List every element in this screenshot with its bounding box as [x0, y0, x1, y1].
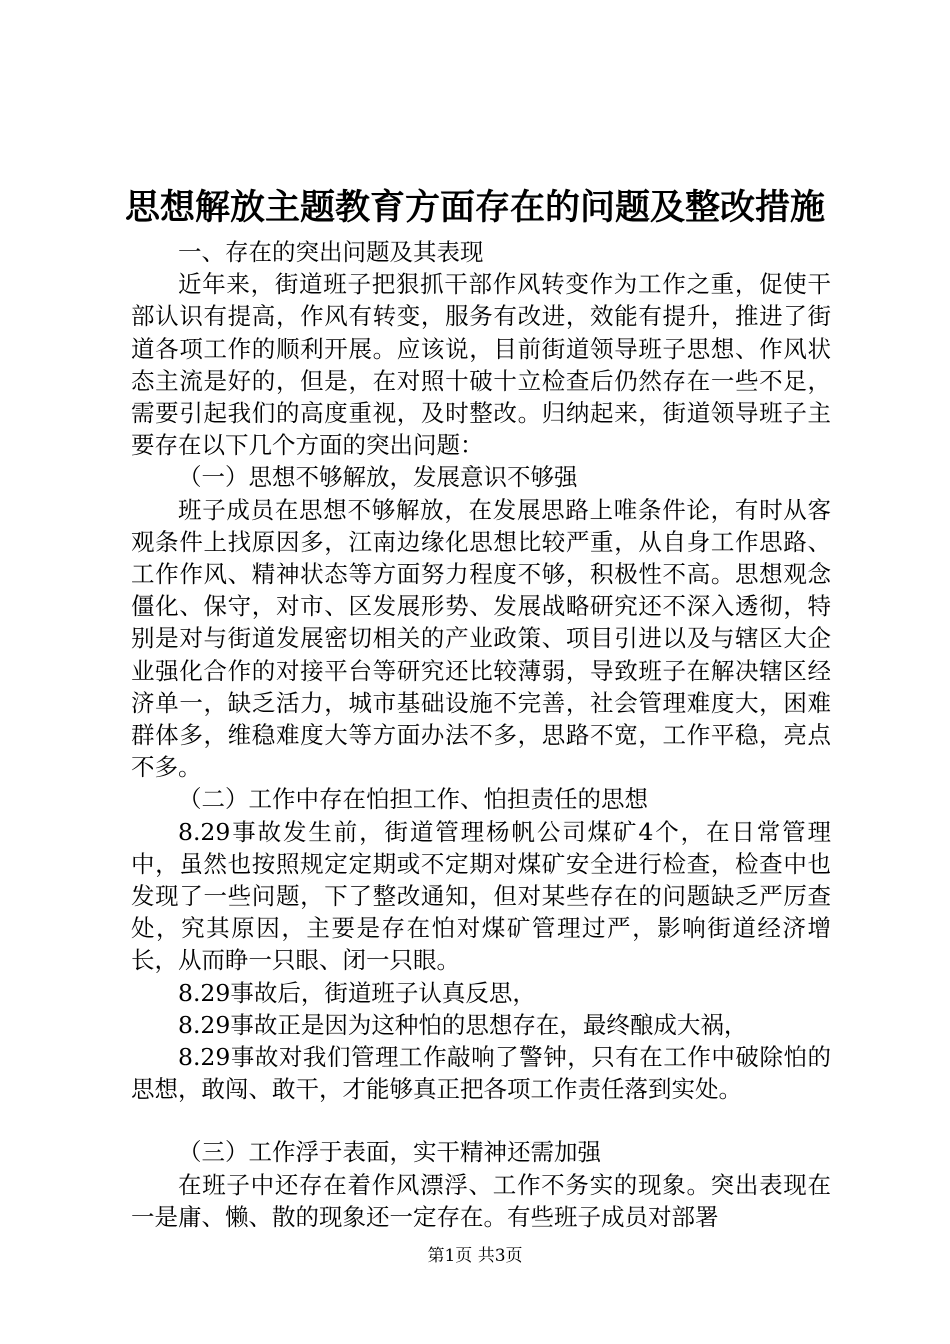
document-title: 思想解放主题教育方面存在的问题及整改措施: [124, 187, 825, 228]
document-body: [131, 236, 831, 1233]
subsection-heading: （二）工作中存在怕担工作、怕担责任的思想: [178, 785, 648, 814]
subsection-heading: （一）思想不够解放，发展意识不够强: [178, 463, 578, 492]
body-paragraph: 在班子中还存在着作风漂浮、工作不务实的现象。突出表现在一是庸、懒、散的现象还一定存在。有些班子成员对部署: [131, 1170, 831, 1231]
body-paragraph: 近年来，街道班子把狠抓干部作风转变作为工作之重，促使干部认识有提高，作风有转变，服务有改进，效能有提升，推进了街道各项工作的顺利开展。应该说，目前街道领导班子思想、作风状态主流是好的，但是，在对照十破十立检查后仍然存在一些不足，需要引起我们的高度重视，及时整改。归纳起来，街道领导班子主要存在以下几个方面的突出问题：: [131, 270, 831, 460]
body-paragraph: 8.29事故后，街道班子认真反思，: [178, 978, 536, 1007]
body-paragraph: 8.29事故发生前，街道管理杨帆公司煤矿4个，在日常管理中，虽然也按照规定定期或不定期对煤矿安全进行检查，检查中也发现了一些问题，下了整改通知，但对某些存在的问题缺乏严厉查处，究其原因，主要是存在怕对煤矿管理过严，影响街道经济增长，从而睁一只眼、闭一只眼。: [131, 817, 831, 975]
section-heading: 一、存在的突出问题及其表现: [178, 238, 484, 266]
subsection-heading: （三）工作浮于表面，实干精神还需加强: [178, 1138, 601, 1167]
body-paragraph: 8.29事故正是因为这种怕的思想存在，最终酿成大祸，: [178, 1010, 748, 1039]
page-number-footer: 第1页 共3页: [427, 1246, 523, 1266]
body-paragraph: 8.29事故对我们管理工作敲响了警钟，只有在工作中破除怕的思想，敢闯、敢干，才能够真正把各项工作责任落到实处。: [131, 1043, 831, 1104]
body-paragraph: 班子成员在思想不够解放，在发展思路上唯条件论，有时从客观条件上找原因多，江南边缘化思想比较严重，从自身工作思路、工作作风、精神状态等方面努力程度不够，积极性不高。思想观念僵化、保守，对市、区发展形势、发展战略研究还不深入透彻，特别是对与街道发展密切相关的产业政策、项目引进以及与辖区大企业强化合作的对接平台等研究还比较薄弱，导致班子在解决辖区经济单一，缺乏活力，城市基础设施不完善，社会管理难度大，困难群体多，维稳难度大等方面办法不多，思路不宽，工作平稳，亮点不多。: [131, 495, 831, 782]
